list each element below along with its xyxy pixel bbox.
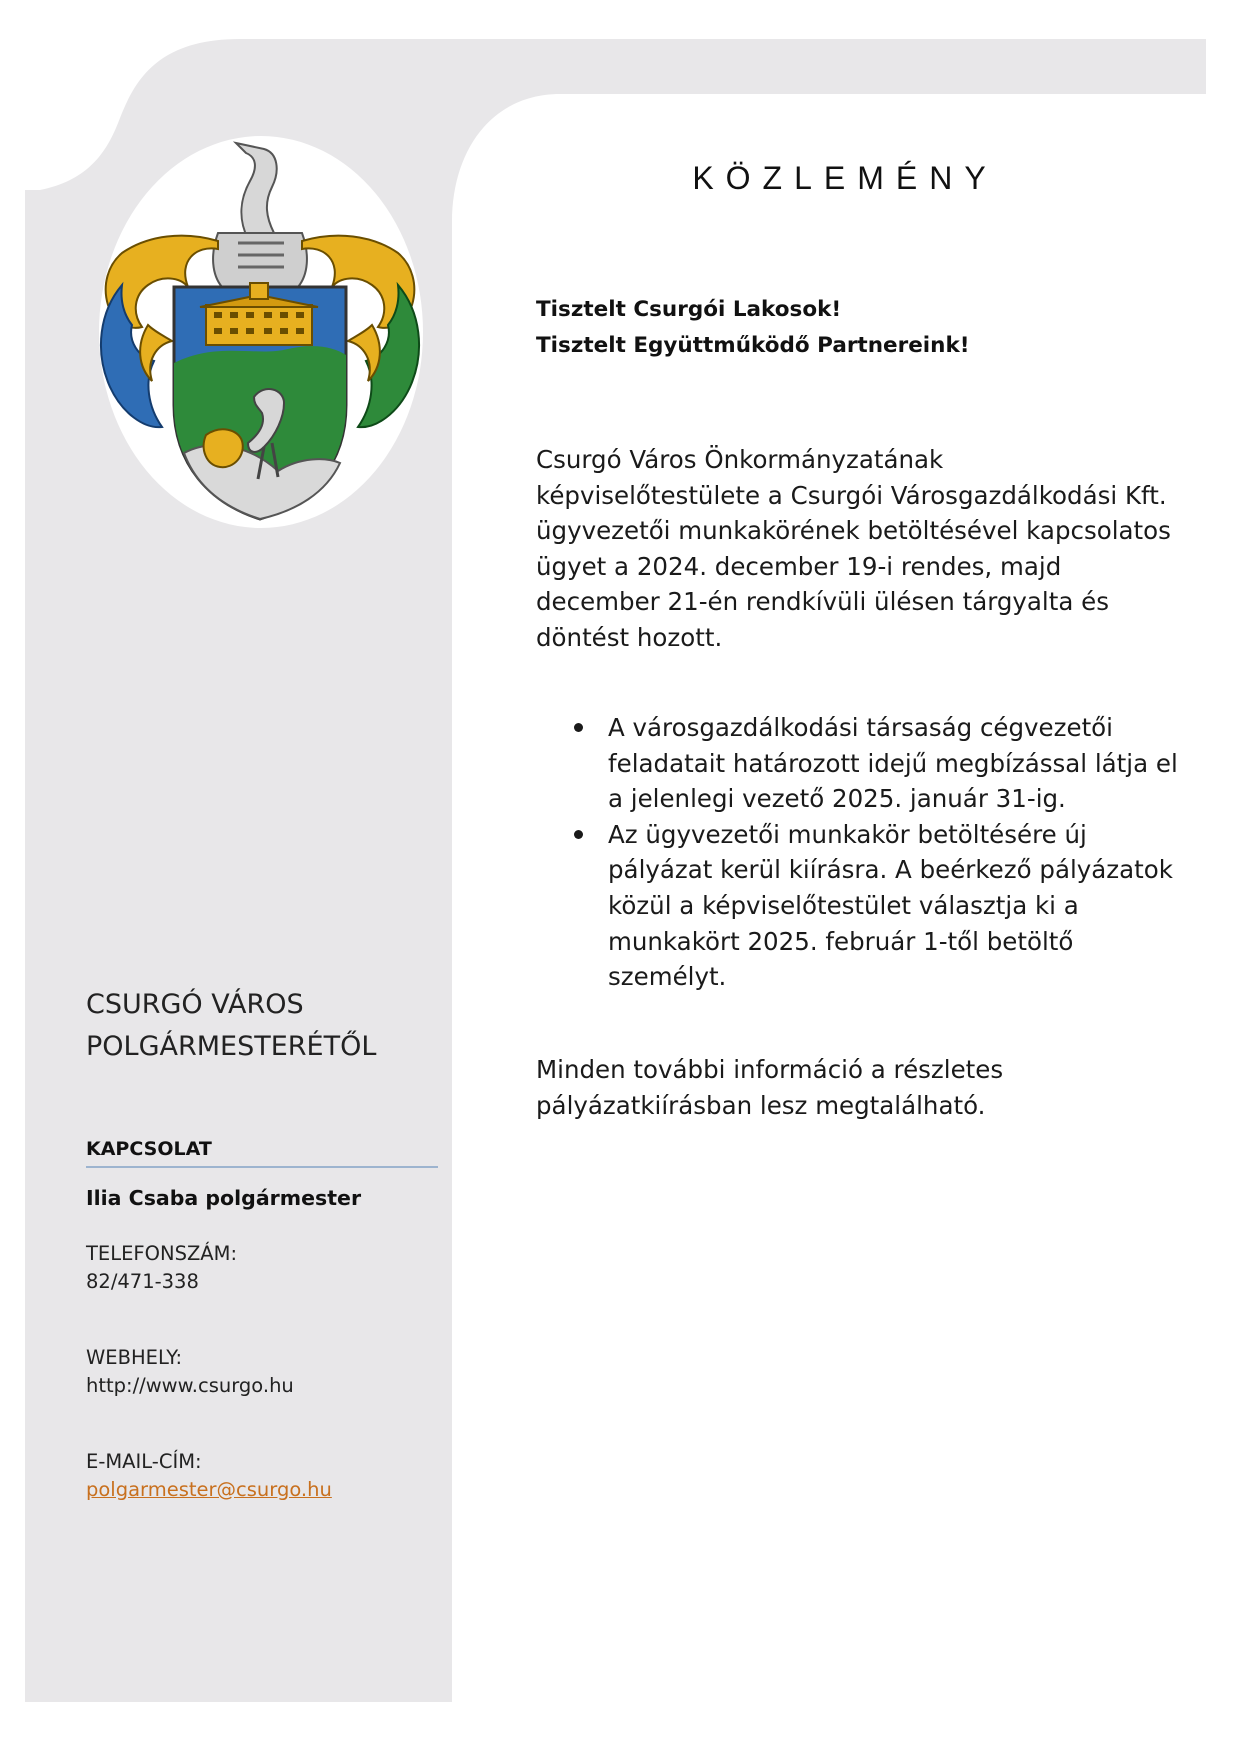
- list-item: [560, 710, 1180, 817]
- sender-line: CSURGÓ VÁROS: [86, 989, 304, 1020]
- email-label: E-MAIL-CÍM:: [86, 1450, 202, 1473]
- web-value: http://www.csurgo.hu: [86, 1374, 294, 1397]
- sender-line: POLGÁRMESTERÉTŐL: [86, 1031, 377, 1062]
- web-label: WEBHELY:: [86, 1346, 183, 1369]
- greeting: [536, 292, 1156, 364]
- contact-title: KAPCSOLAT: [86, 1138, 438, 1168]
- closing-paragraph: Minden további információ a részletes pályázatkiírásban lesz megtalálható.: [536, 1055, 1004, 1120]
- body-paragraph: Csurgó Város Önkormányzatának képviselőtestülete a Csurgói Városgazdálkodási Kft. ügyvezetői munkakörének betöltésével kapcsolatos ügyet a 2024. december 19-i rendes, majd december 21-én rendkívüli ülésen tárgyalta és döntést hozott.: [536, 445, 1171, 652]
- phone-block: [86, 1240, 446, 1296]
- coat-of-arms-icon: [88, 135, 434, 535]
- list-item-text: Az ügyvezetői munkakör betöltésére új pályázat kerül kiírásra. A beérkező pályázatok közül a képviselőtestület választja ki a munkakört 2025. február 1-től betöltő személyt.: [608, 819, 1173, 992]
- web-block: [86, 1344, 446, 1400]
- sender: [86, 984, 446, 1068]
- decision-list: [560, 710, 1180, 995]
- bullet-icon: [574, 830, 583, 839]
- bullet-icon: [574, 723, 583, 732]
- phone-label: TELEFONSZÁM:: [86, 1242, 238, 1265]
- email-block: [86, 1448, 446, 1504]
- phone-value: 82/471-338: [86, 1270, 199, 1293]
- greeting-line: Tisztelt Együttműködő Partnereink!: [536, 333, 970, 358]
- list-item: [560, 817, 1180, 995]
- email-link[interactable]: polgarmester@csurgo.hu: [86, 1478, 332, 1501]
- greeting-line: Tisztelt Csurgói Lakosok!: [536, 297, 842, 322]
- list-item-text: A városgazdálkodási társaság cégvezetői feladatait határozott idejű megbízással látja el a jelenlegi vezető 2025. január 31-ig.: [608, 713, 1178, 814]
- contact-name: Ilia Csaba polgármester: [86, 1186, 362, 1210]
- notice-heading: KÖZLEMÉNY: [692, 160, 998, 196]
